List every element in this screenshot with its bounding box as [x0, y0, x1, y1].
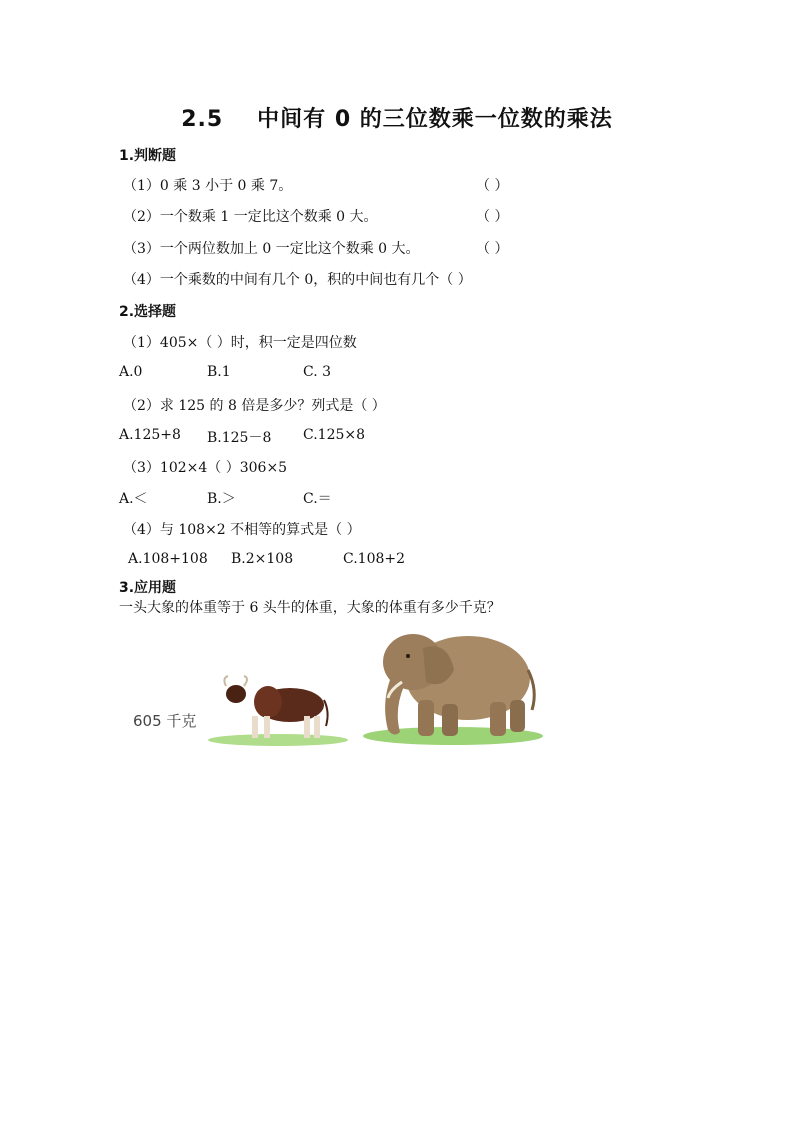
choice-q3-option-b: B.＞ [207, 491, 236, 507]
choice-q3-option-c: C.＝ [303, 491, 332, 507]
title-text: 中间有 0 的三位数乘一位数的乘法 [257, 107, 613, 132]
ox-weight-label: 605 千克 [133, 712, 197, 730]
choice-q2-stem: （2）求 125 的 8 倍是多少？列式是（ ） [123, 398, 386, 414]
judge-item-4: （4）一个乘数的中间有几个 0，积的中间也有几个（ ） [123, 272, 472, 288]
judge-item-1: （1）0 乘 3 小于 0 乘 7。 [123, 178, 293, 194]
choice-q3-stem: （3）102×4（ ）306×5 [123, 460, 288, 476]
ox-illustration [224, 676, 327, 738]
title-number: 2.5 [181, 107, 224, 132]
judge-item-3: （3）一个两位数加上 0 一定比这个数乘 0 大。 [123, 241, 420, 257]
judge-answer-2: （ ） [476, 209, 509, 225]
choice-q1-option-a: A.0 [119, 364, 143, 380]
judge-answer-1: （ ） [476, 178, 509, 194]
choice-q1-option-b: B.1 [207, 364, 231, 380]
choice-q1-option-c: C. 3 [303, 364, 332, 380]
choice-q4-option-a: A.108+108 [128, 551, 208, 567]
elephant-illustration [383, 634, 534, 736]
choice-q2-option-b: B.125－8 [207, 430, 272, 446]
choice-heading: 2.选择题 [119, 304, 177, 320]
choice-q2-option-c: C.125×8 [303, 427, 366, 443]
judge-answer-3: （ ） [476, 241, 509, 257]
choice-q3-option-a: A.＜ [119, 491, 148, 507]
choice-q2-option-a: A.125+8 [119, 427, 181, 443]
page-title [0, 102, 794, 133]
choice-q1-stem: （1）405×（ ）时，积一定是四位数 [123, 335, 357, 351]
choice-q4-option-c: C.108+2 [343, 551, 406, 567]
apply-question: 一头大象的体重等于 6 头牛的体重，大象的体重有多少千克？ [119, 600, 501, 616]
choice-q4-stem: （4）与 108×2 不相等的算式是（ ） [123, 522, 361, 538]
apply-heading: 3.应用题 [119, 580, 177, 596]
animal-illustration [118, 620, 548, 755]
judge-item-2: （2）一个数乘 1 一定比这个数乘 0 大。 [123, 209, 378, 225]
judge-heading: 1.判断题 [119, 148, 177, 164]
choice-q4-option-b: B.2×108 [231, 551, 294, 567]
